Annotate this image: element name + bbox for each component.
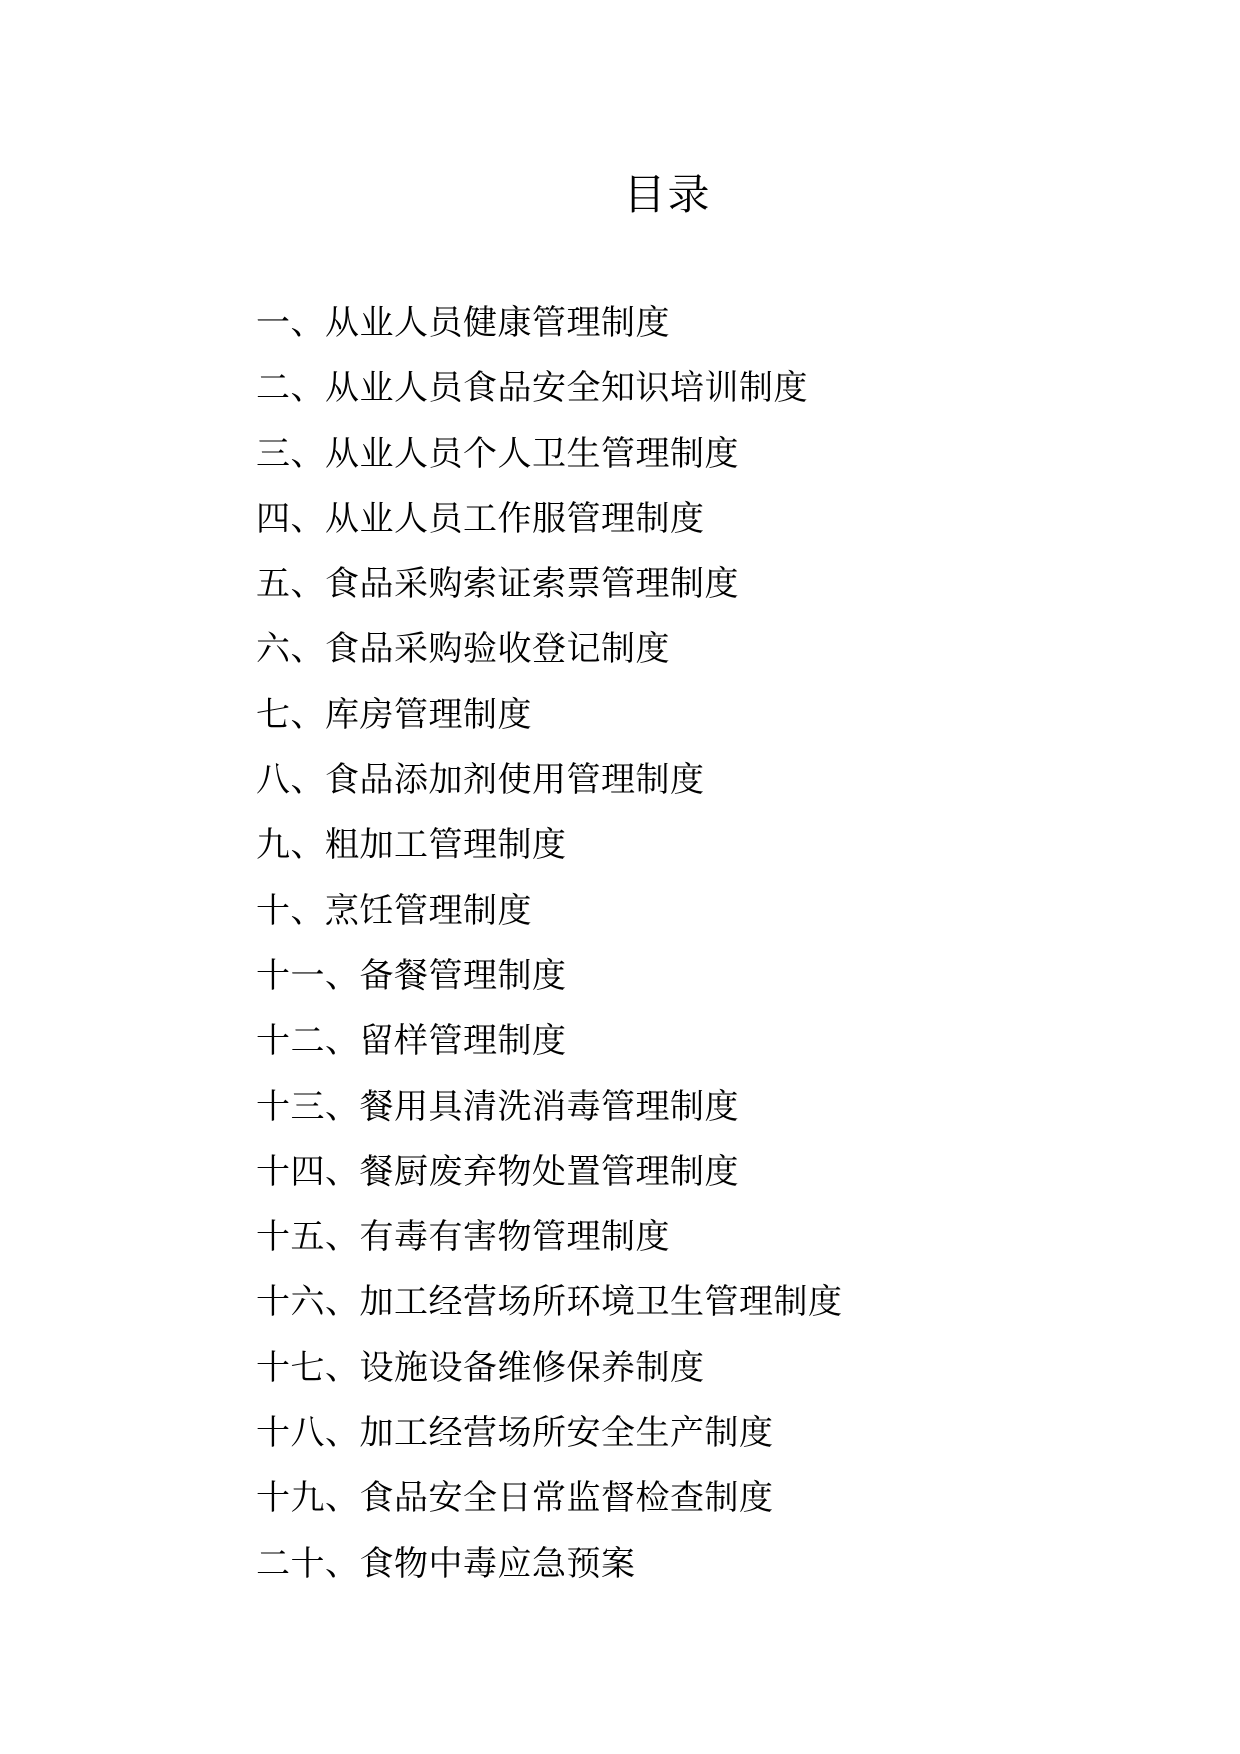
toc-entry-4: 四、从业人员工作服管理制度 bbox=[256, 498, 705, 539]
toc-entry-13: 十三、餐用具清洗消毒管理制度 bbox=[256, 1086, 739, 1127]
toc-entry-7: 七、库房管理制度 bbox=[256, 694, 532, 735]
toc-entry-19: 十九、食品安全日常监督检查制度 bbox=[256, 1478, 774, 1519]
toc-entry-6: 六、食品采购验收登记制度 bbox=[256, 629, 670, 670]
toc-entry-20: 二十、食物中毒应急预案 bbox=[256, 1543, 636, 1584]
toc-entry-18: 十八、加工经营场所安全生产制度 bbox=[256, 1413, 774, 1454]
page-title: 目录 bbox=[623, 170, 712, 219]
table-of-contents bbox=[256, 300, 843, 1606]
toc-entry-14: 十四、餐厨废弃物处置管理制度 bbox=[256, 1151, 739, 1192]
toc-entry-12: 十二、留样管理制度 bbox=[256, 1021, 567, 1062]
toc-entry-3: 三、从业人员个人卫生管理制度 bbox=[256, 433, 739, 474]
toc-entry-5: 五、食品采购索证索票管理制度 bbox=[256, 564, 739, 605]
toc-entry-1: 一、从业人员健康管理制度 bbox=[256, 303, 670, 343]
toc-entry-8: 八、食品添加剂使用管理制度 bbox=[256, 760, 705, 801]
toc-entry-15: 十五、有毒有害物管理制度 bbox=[256, 1217, 670, 1258]
toc-entry-17: 十七、设施设备维修保养制度 bbox=[256, 1347, 705, 1388]
toc-entry-11: 十一、备餐管理制度 bbox=[256, 955, 567, 996]
toc-entry-16: 十六、加工经营场所环境卫生管理制度 bbox=[256, 1282, 843, 1323]
toc-entry-2: 二、从业人员食品安全知识培训制度 bbox=[256, 368, 808, 409]
toc-entry-10: 十、烹饪管理制度 bbox=[256, 890, 532, 931]
toc-entry-9: 九、粗加工管理制度 bbox=[256, 825, 567, 866]
